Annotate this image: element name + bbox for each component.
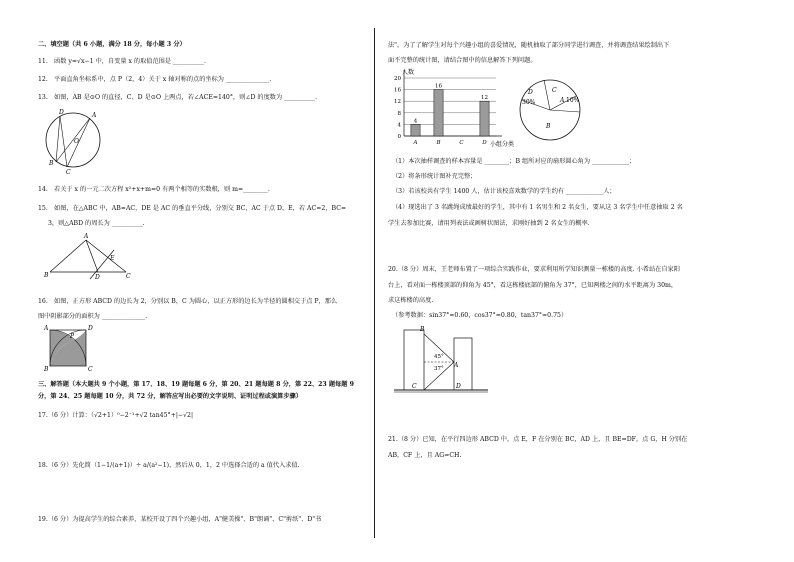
label-b: B [420, 326, 425, 333]
question-17: 17.（6 分）计算：（√2+1）⁰−2⁻¹+√2 tan45°+|−√2| [38, 412, 194, 419]
x-tick-label: C [459, 140, 464, 146]
x-tick-label: B [436, 140, 441, 146]
question-15-line2: 3，则△ABD 的周长为 __________. [48, 220, 145, 227]
bar-data-label: 12 [481, 95, 488, 102]
y-tick-label: 8 [397, 110, 401, 117]
pie-label-a: A [560, 97, 565, 104]
y-tick-label: 0 [397, 134, 401, 140]
question-21-line2: AB，CF 上，且 AG=CH. [388, 452, 462, 459]
label-d: D [88, 325, 93, 332]
question-16-line2: 图中阴影部分的面积为 ______________. [38, 313, 148, 320]
label-c: C [412, 383, 417, 390]
question-18: 18.（6 分）先化简（1−1/(a+1)）÷ a/(a²−1)，然后从 0，1，2 中选择合适的 a 值代入求值. [38, 462, 300, 469]
side-ab [50, 240, 86, 272]
question-11: 11. 函数 y=√x−1 中，自变量 x 的取值范围是 __________. [38, 58, 206, 65]
x-tick-label: D [482, 140, 487, 146]
figure-16-square [42, 322, 102, 372]
question-21-line1: 21.（8 分）已知，在平行四边形 ABCD 中，点 E，F 在分别在 BC，AD 上，且 BE=DF，点 G，H 分别在 [388, 436, 688, 443]
pie-pct-a: 10% [566, 97, 580, 104]
label-c: C [88, 366, 93, 372]
question-15-line1: 15. 如图，在△ABC 中，AB=AC，DE 是 AC 的垂直平分线，分别交 BC，AC 于点 D，E，若 AC=2，BC= [38, 205, 347, 212]
y-tick-label: 4 [397, 122, 401, 129]
question-19-continued-line2: 面不完整的统计图，请结合图中的信息解答下列问题。 [388, 57, 537, 64]
question-16-line1: 16. 如图，正方形 ABCD 的边长为 2，分别以 B，C 为圆心，以正方形的边长为半径的圆相交于点 P，那么 [38, 298, 338, 305]
question-19-continued-line1: 法"。为了了解学生对每个兴趣小组的喜爱情况，随机抽取了部分同学进行调查，并将调查结果绘制出下 [388, 42, 670, 49]
label-c: C [126, 273, 131, 280]
label-d: D [456, 383, 461, 390]
bar-chart [388, 66, 528, 150]
figure-15-triangle [42, 232, 132, 280]
y-axis-label: 人数 [402, 69, 415, 76]
y-tick-label: 20 [394, 76, 401, 82]
label-d: D [95, 274, 100, 280]
question-20-line1: 20.（8 分）周末，王老师布置了一项综合实践作业，要求利用所学知识测量一栋楼的高度. 小希站在自家阳 [388, 266, 680, 273]
label-c: C [66, 169, 71, 175]
x-tick-label: A [413, 140, 418, 146]
label-a: A [44, 325, 49, 332]
angle-45: 45° [434, 354, 444, 360]
bar [411, 124, 420, 136]
question-20-line2: 台上，看对面一栋楼顶部的仰角为 45°，看这栋楼底部的俯角为 37°，已知两楼之间的水平距离为 30m， [388, 282, 678, 289]
column-divider [374, 28, 375, 538]
label-o: O [74, 138, 79, 145]
question-19-start: 19.（6 分）为提高学生的综合素养，某校开设了四个兴趣小组，A"健美操"、B"朗诵"、C"剪纸"、D"书 [38, 516, 322, 523]
question-14: 14. 若关于 x 的一元二次方程 x²+x+m=0 有两个相等的实数根，则 m=________. [38, 186, 270, 193]
question-19-part4-line2: 学生去参加比赛，请用列表法或画树状图法，求刚好抽到 2 名女生的概率. [388, 220, 590, 227]
pie-label-c: C [552, 87, 557, 94]
question-19-part1: （1）本次抽样调查的样本容量是 ________；B 组所对应的扇形圆心角为 ____________； [392, 158, 636, 165]
question-19-part2: （2）将条形统计图补充完整； [392, 173, 477, 180]
bar [480, 101, 489, 136]
label-e: E [110, 255, 115, 262]
figure-13-circle [40, 105, 110, 175]
label-d: D [59, 109, 64, 116]
label-a: A [92, 112, 97, 119]
chord-d-c [60, 116, 67, 167]
label-a: A [454, 362, 459, 369]
label-p: P [70, 333, 75, 340]
angle-37: 37° [434, 366, 444, 372]
question-20-reference: （参考数据：sin37°≈0.60，cos37°≈0.80，tan37°≈0.75） [392, 312, 568, 319]
y-tick-label: 12 [394, 99, 401, 106]
label-b: B [44, 272, 49, 279]
question-19-part4-line1: （4）现选出了 3 名跳绳成绩最好的学生，其中有 1 名男生和 2 名女生，要从这 3 名学生中任意抽取 2 名 [392, 204, 683, 211]
label-b: B [49, 160, 54, 167]
question-19-part3: （3）若该校共有学生 1400 人，估计该校喜欢数学的学生约有 ____________人； [392, 188, 616, 195]
bar-data-label: 16 [435, 83, 442, 90]
building-bc [404, 330, 424, 390]
question-12: 12. 平面直角坐标系中，点 P（2，4）关于 x 轴对称的点的坐标为 ______________. [38, 76, 272, 83]
bar-data-label: 4 [413, 118, 418, 125]
pie-chart [510, 72, 590, 148]
question-20-line3: 求这栋楼的高度. [388, 297, 434, 304]
chord-d-b [56, 116, 60, 162]
pie-pct-d: 30% [522, 99, 536, 106]
question-13: 13. 如图，AB 是⊙O 的直径，C、D 是⊙O 上两点，若∠ACE=140°，则∠D 的度数为 __________. [38, 94, 318, 101]
bar [434, 90, 443, 136]
y-tick-label: 16 [394, 87, 401, 94]
section-3-title-line2: 分，第 24、25 题每题 10 分，共 72 分，解答应写出必要的文字说明、证明过程或演算步骤） [38, 393, 302, 400]
pie-label-b: B [546, 123, 551, 130]
figure-20-buildings [392, 322, 492, 398]
label-b: B [44, 366, 49, 372]
x-axis-label: 小组分类 [490, 141, 515, 148]
section-3-title-line1: 三、解答题（本大题共 9 个小题，第 17、18、19 题每题 6 分，第 20、21 题每题 8 分，第 22、23 题每题 9 [38, 381, 354, 388]
section-2-title: 二、填空题（共 6 小题，满分 18 分，每小题 3 分） [38, 41, 186, 48]
pie-label-d: D [528, 89, 533, 96]
label-a: A [84, 233, 89, 240]
